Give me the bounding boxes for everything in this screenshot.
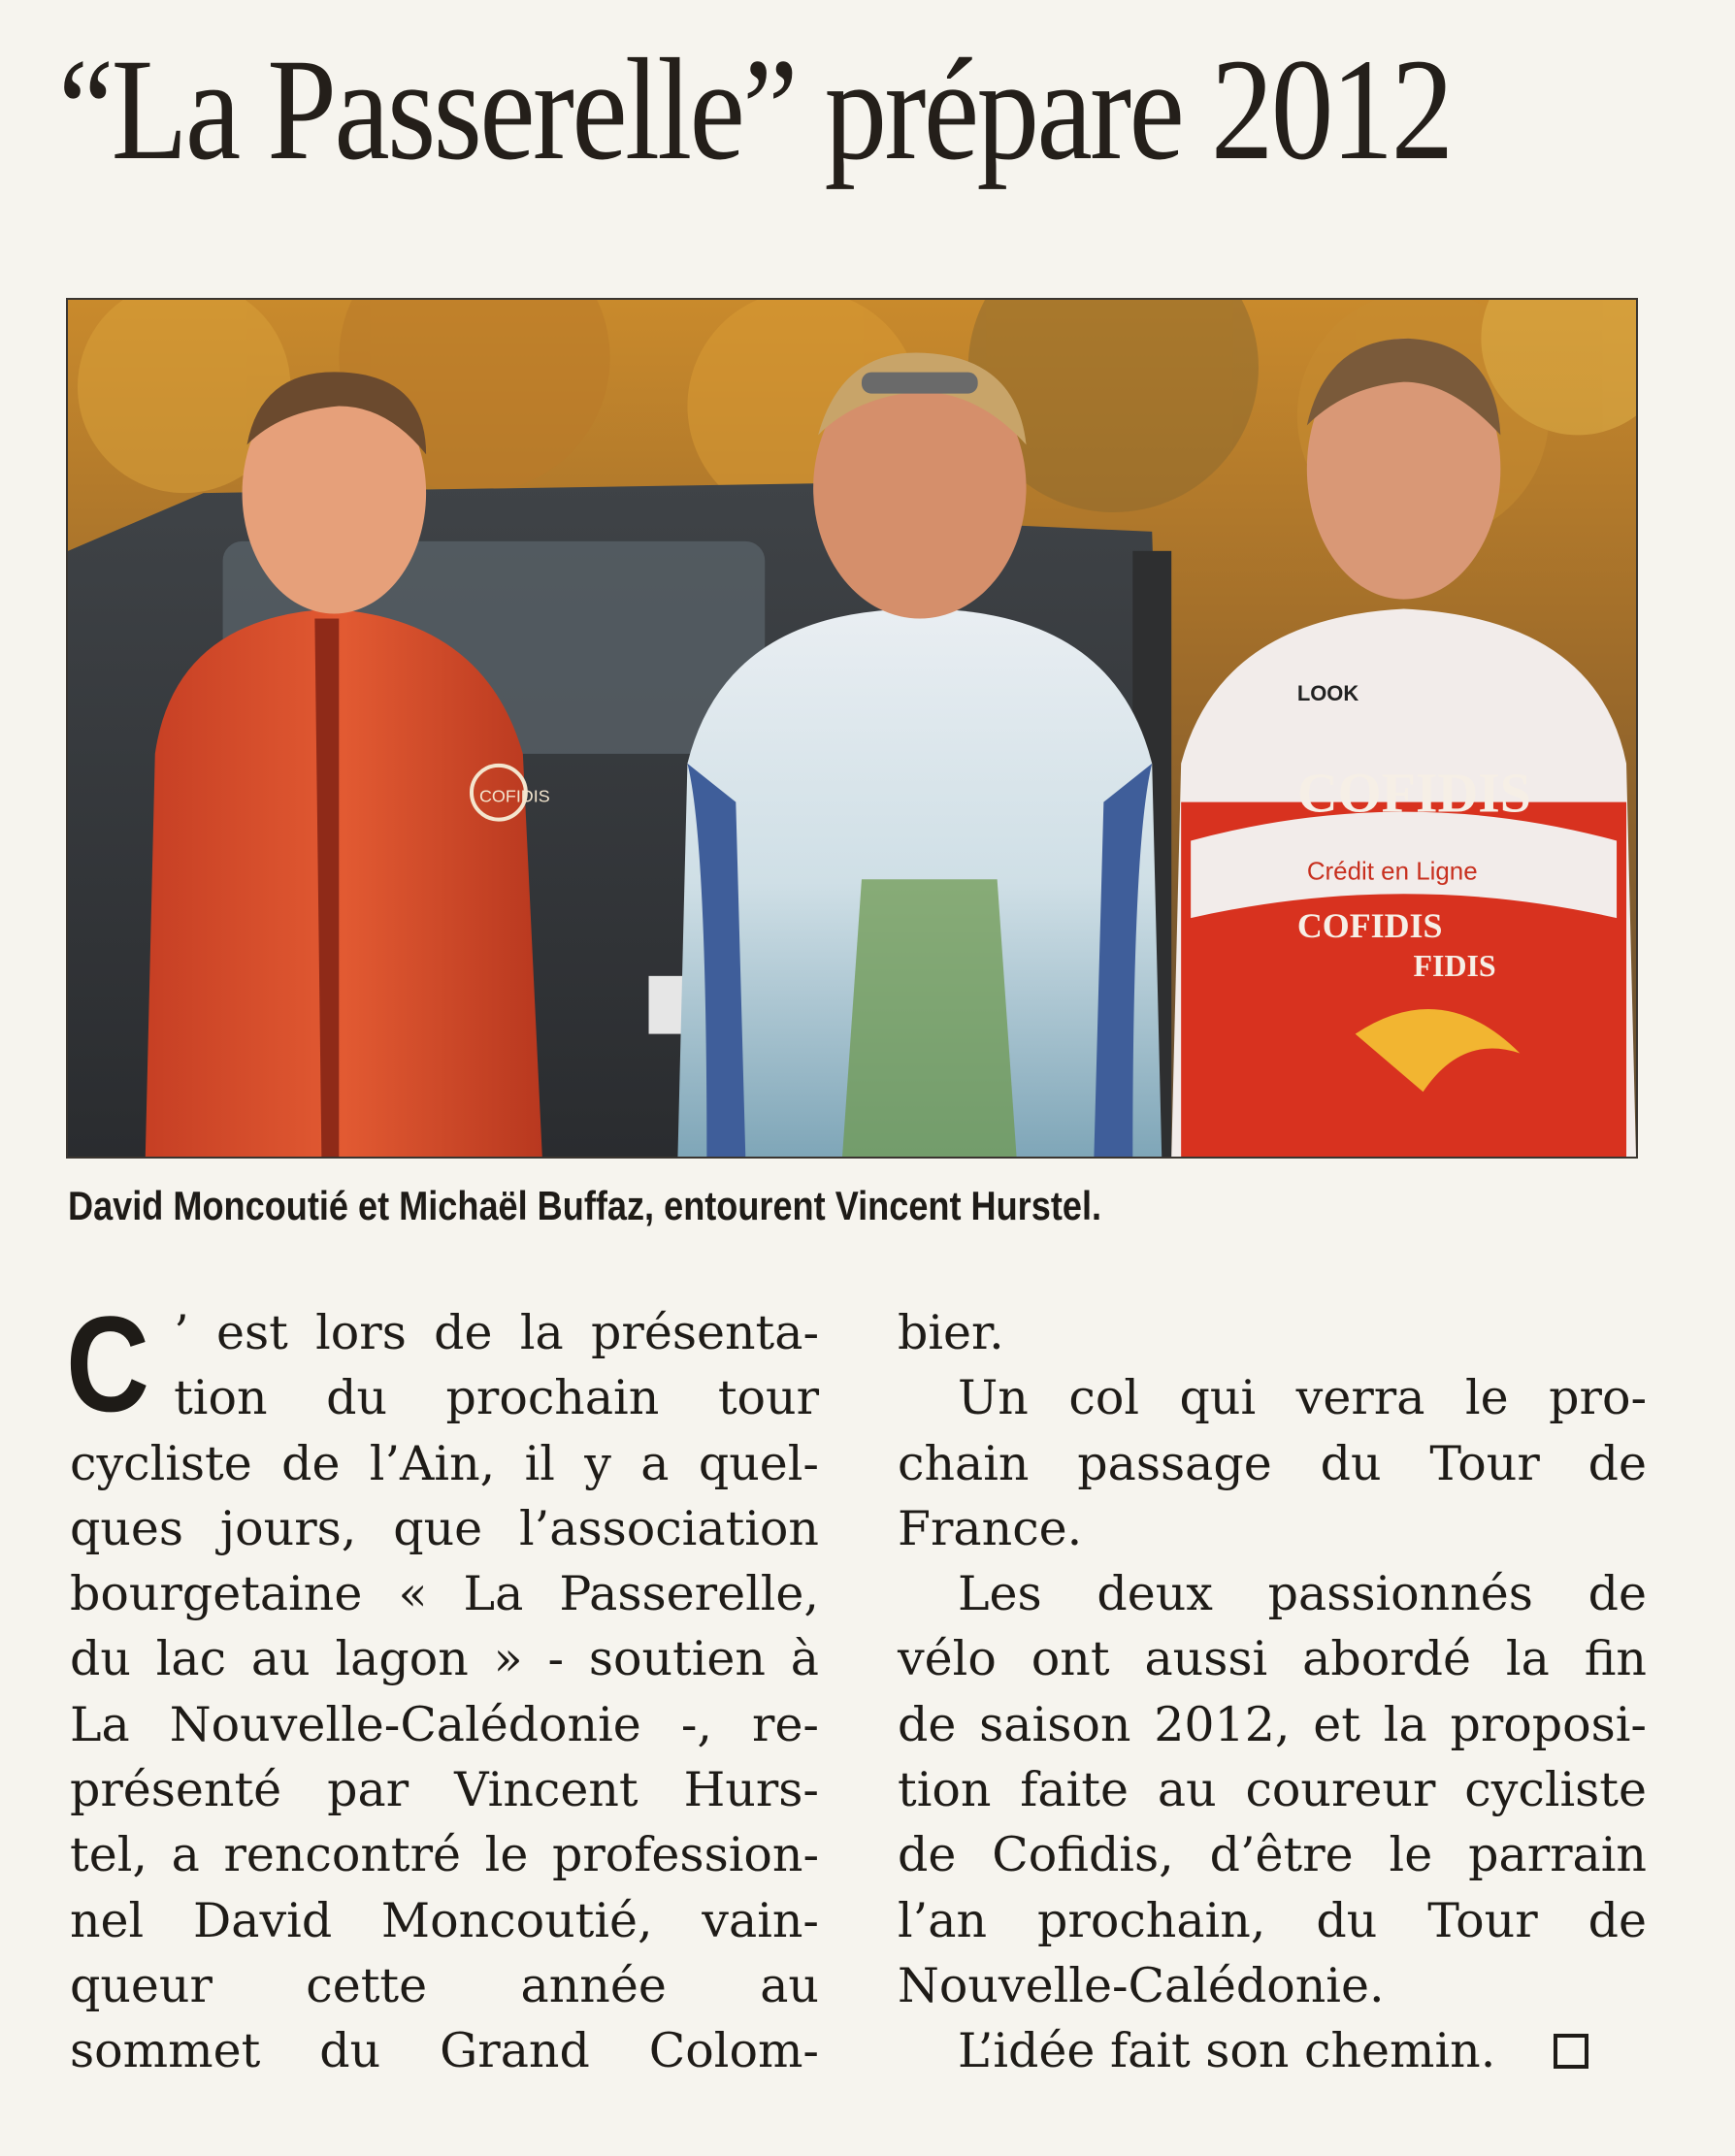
- article-line: La Nouvelle-Calédonie -, re-: [70, 1696, 819, 1752]
- article-line: Nouvelle-Calédonie.: [898, 1957, 1385, 2013]
- article-line: présenté par Vincent Hurs-: [70, 1762, 819, 1818]
- article-column-right: [898, 1300, 1647, 2084]
- article-last-line: [898, 2018, 1647, 2083]
- article-line: chain passage du Tour de: [898, 1435, 1647, 1491]
- article-line: L’idée fait son chemin.: [958, 2023, 1496, 2079]
- article-line: bourgetaine « La Passerelle,: [70, 1566, 819, 1622]
- article-line: tel, a rencontré le profession-: [70, 1827, 819, 1883]
- article-photo: [66, 298, 1638, 1159]
- article-line: nel David Moncoutié, vain-: [70, 1892, 819, 1948]
- article-line: du lac au lagon » - soutien à: [70, 1631, 819, 1687]
- photo-illustration: [68, 300, 1636, 1157]
- article-line: tion du prochain tour: [174, 1370, 819, 1426]
- article-line: Un col qui verra le pro-: [958, 1370, 1647, 1426]
- end-of-article-mark: [1554, 2034, 1588, 2069]
- article-line: de saison 2012, et la proposi-: [898, 1696, 1647, 1752]
- jacket-logo-text: COFIDIS: [478, 786, 550, 806]
- article-line: cycliste de l’Ain, il y a quel-: [70, 1435, 819, 1491]
- jersey-slogan-text: Crédit en Ligne: [1306, 858, 1478, 886]
- photo-caption: David Moncoutié et Michaël Buffaz, entourent Vincent Hurstel.: [68, 1183, 1102, 1228]
- article-line: ques jours, que l’association: [70, 1500, 819, 1556]
- jersey-brand-text: COFIDIS: [1296, 762, 1531, 825]
- jersey-sponsor-text: LOOK: [1296, 681, 1359, 706]
- article-line: ’ est lors de la présenta-: [174, 1305, 819, 1360]
- jersey-brand-text-3: FIDIS: [1413, 948, 1496, 983]
- article-line: sommet du Grand Colom-: [70, 2023, 819, 2079]
- article-line: bier.: [898, 1305, 1004, 1360]
- article-column-left: [66, 1288, 819, 2084]
- article-line: l’an prochain, du Tour de: [898, 1892, 1647, 1948]
- article-line: France.: [898, 1500, 1083, 1556]
- article-line: de Cofidis, d’être le parrain: [898, 1827, 1647, 1883]
- jersey-brand-text-2: COFIDIS: [1296, 906, 1443, 946]
- headline: “La Passerelle” prépare 2012: [58, 29, 1452, 190]
- article-line: Les deux passionnés de: [958, 1566, 1647, 1622]
- article-line: queur cette année au: [70, 1957, 819, 2013]
- article-line: tion faite au coureur cycliste: [898, 1762, 1647, 1818]
- article-line: vélo ont aussi abordé la fin: [898, 1631, 1647, 1687]
- drop-cap: C: [66, 1288, 149, 1440]
